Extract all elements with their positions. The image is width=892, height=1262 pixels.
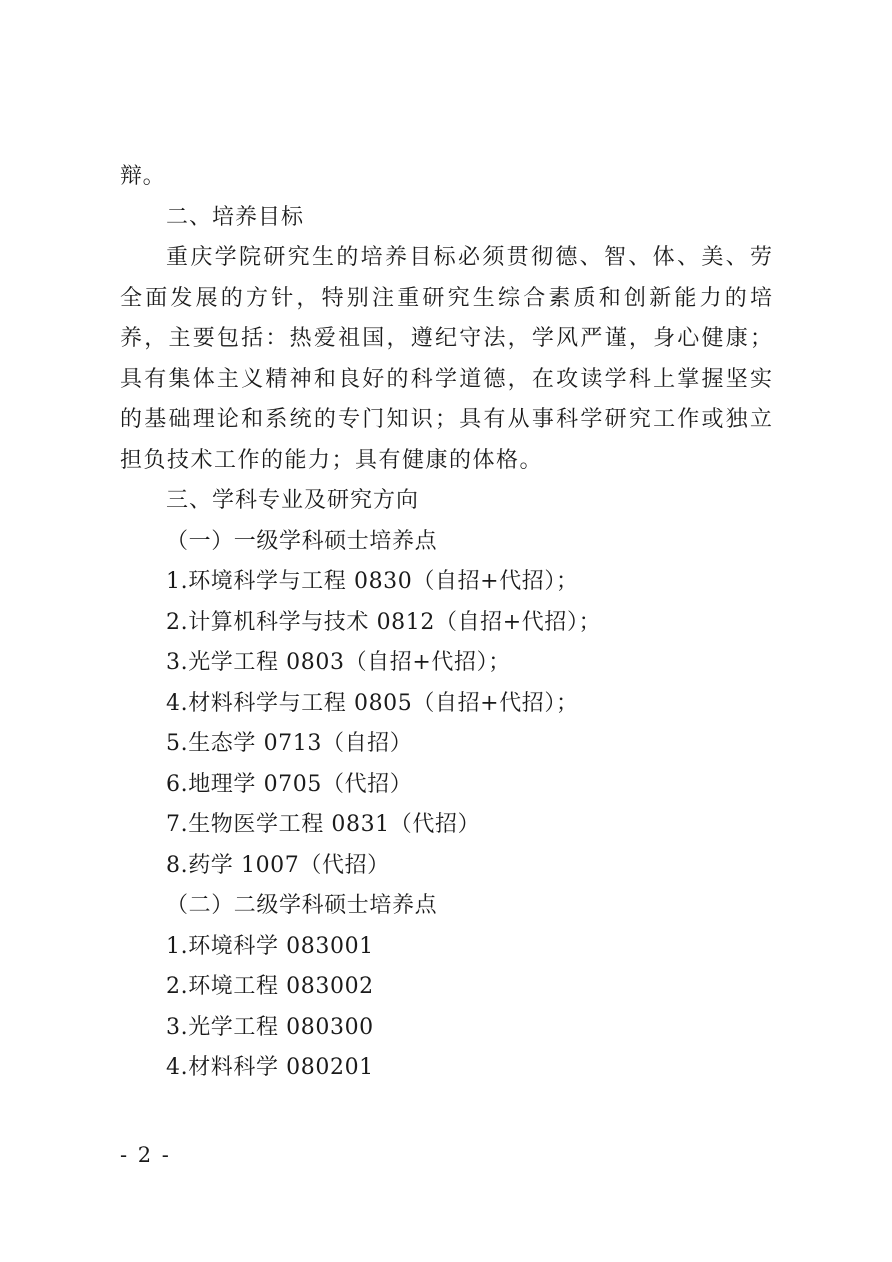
- list-item: 3.光学工程 0803（自招+代招）；: [166, 650, 511, 675]
- page-number: - 2 -: [120, 1143, 171, 1167]
- list-item: 1.环境科学 083001: [166, 934, 374, 959]
- paragraph-line: 养，主要包括：热爱祖国，遵纪守法，学风严谨，身心健康；: [120, 326, 772, 351]
- list-item: 2.计算机科学与技术 0812（自招+代招）；: [166, 610, 602, 635]
- list-item: 2.环境工程 083002: [166, 974, 374, 999]
- paragraph-line: 担负技术工作的能力；具有健康的体格。: [120, 448, 544, 473]
- list-item: 8.药学 1007（代招）: [166, 853, 390, 878]
- list-item: 1.环境科学与工程 0830（自招+代招）；: [166, 569, 579, 594]
- section-heading-training-goals: 二、培养目标: [166, 205, 305, 230]
- list-item: 6.地理学 0705（代招）: [166, 772, 413, 797]
- list-item: 4.材料科学 080201: [166, 1055, 374, 1080]
- list-item: 7.生物医学工程 0831（代招）: [166, 812, 481, 837]
- subsection-title-second-level: （二）二级学科硕士培养点: [166, 893, 438, 918]
- list-item: 3.光学工程 080300: [166, 1015, 374, 1040]
- paragraph-line: 重庆学院研究生的培养目标必须贯彻德、智、体、美、劳: [166, 245, 772, 270]
- paragraph-line: 的基础理论和系统的专门知识；具有从事科学研究工作或独立: [120, 407, 772, 432]
- paragraph-line: 全面发展的方针，特别注重研究生综合素质和创新能力的培: [120, 286, 772, 311]
- list-item: 4.材料科学与工程 0805（自招+代招）；: [166, 691, 579, 716]
- subsection-title-first-level: （一）一级学科硕士培养点: [166, 529, 438, 554]
- section-heading-disciplines: 三、学科专业及研究方向: [166, 488, 420, 513]
- list-item: 5.生态学 0713（自招）: [166, 731, 413, 756]
- paragraph-line: 具有集体主义精神和良好的科学道德，在攻读学科上掌握坚实: [120, 367, 772, 392]
- continued-text: 辩。: [120, 164, 166, 189]
